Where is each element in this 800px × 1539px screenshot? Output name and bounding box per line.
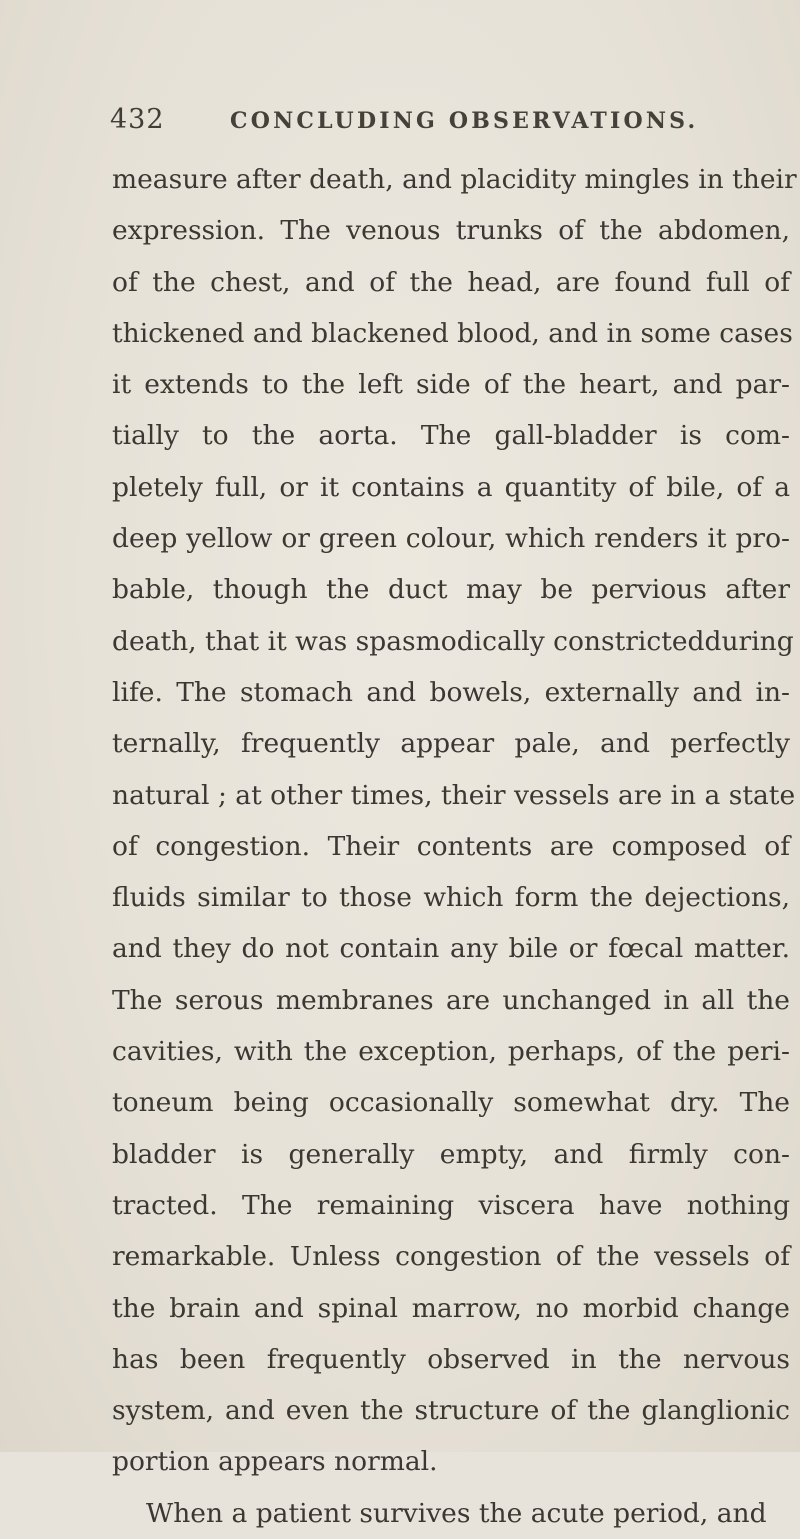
text-line: cavities, with the exception, perhaps, of the peri- <box>112 1036 790 1068</box>
text-line: tially to the aorta. The gall-bladder is com- <box>112 420 790 452</box>
text-line: thickened and blackened blood, and in some cases <box>112 317 793 349</box>
text-line: bable, though the duct may be pervious after <box>112 574 790 606</box>
text-line: The serous membranes are unchanged in all the <box>112 984 790 1016</box>
text-line: death, that it was spasmodically constrictedduring <box>112 625 794 657</box>
text-line: of congestion. Their contents are composed of <box>112 830 790 862</box>
page-number: 432 <box>110 104 165 135</box>
text-line: expression. The venous trunks of the abdomen, <box>112 215 790 247</box>
text-line: life. The stomach and bowels, externally and in- <box>112 676 790 708</box>
page-header <box>110 104 750 144</box>
text-line: remarkable. Unless congestion of the vessels of <box>112 1241 790 1273</box>
text-line: natural ; at other times, their vessels are in a state <box>112 779 796 811</box>
text-line: the brain and spinal marrow, no morbid change <box>112 1292 790 1324</box>
text-line-paragraph-start: When a patient survives the acute period, and <box>146 1497 767 1529</box>
text-line: of the chest, and of the head, are found full of <box>112 266 790 298</box>
text-line: pletely full, or it contains a quantity of bile, of a <box>112 471 790 503</box>
text-line: ternally, frequently appear pale, and perfectly <box>112 728 790 760</box>
text-line: measure after death, and placidity mingles in their <box>112 164 797 195</box>
running-head: CONCLUDING OBSERVATIONS. <box>230 108 699 134</box>
text-line: deep yellow or green colour, which renders it pro- <box>112 523 790 555</box>
text-line: bladder is generally empty, and firmly con- <box>112 1138 790 1170</box>
body-text <box>112 154 797 1539</box>
text-line: has been frequently observed in the nervous <box>112 1343 790 1375</box>
text-line: tracted. The remaining viscera have nothing <box>112 1189 790 1221</box>
text-line: toneum being occasionally somewhat dry. The <box>112 1087 790 1119</box>
text-line: fluids similar to those which form the dejections, <box>112 882 790 914</box>
text-line: system, and even the structure of the glanglionic <box>112 1395 790 1427</box>
text-line-paragraph-end: portion appears normal. <box>112 1446 438 1478</box>
text-line: and they do not contain any bile or fœcal matter. <box>112 933 790 965</box>
text-line: it extends to the left side of the heart, and par- <box>112 369 790 401</box>
